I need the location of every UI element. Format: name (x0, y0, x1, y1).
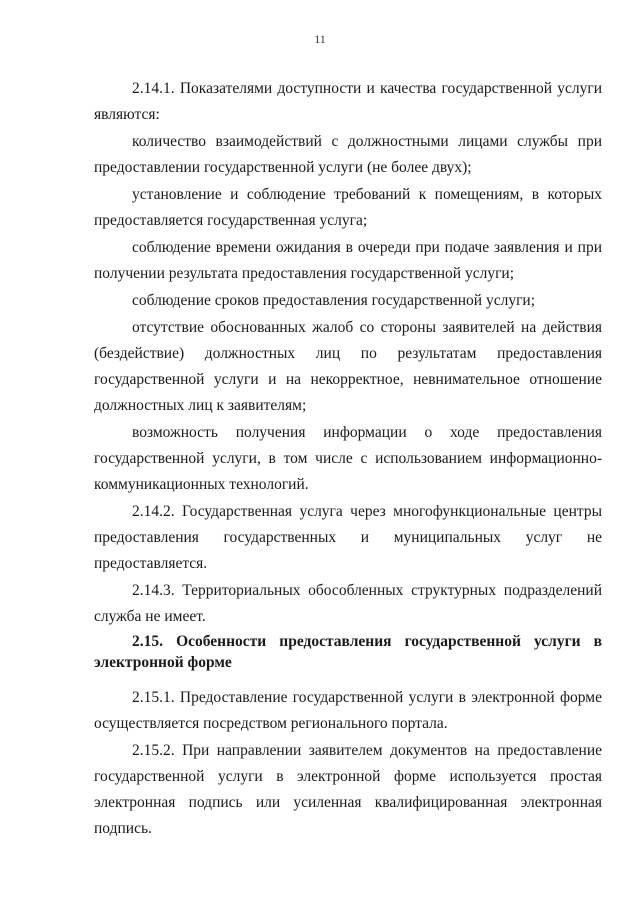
paragraph-2-14-2: 2.14.2. Государственная услуга через многофункциональные центры предоставления государственных и муниципальных услуг не предоставляется. (94, 503, 602, 572)
paragraph-information-access: возможность получения информации о ходе предоставления государственной услуги, в том числе с использованием информационно-коммуникационных технологий. (94, 424, 602, 493)
paragraph-premises-requirements: установление и соблюдение требований к помещениям, в которых предоставляется государственная услуга; (94, 186, 602, 229)
paragraph-2-15-1: 2.15.1. Предоставление государственной услуги в электронной форме осуществляется посредством регионального портала. (94, 689, 602, 732)
page-number: 11 (314, 32, 326, 46)
paragraph-2-14-3: 2.14.3. Территориальных обособленных структурных подразделений служба не имеет. (94, 582, 602, 625)
paragraph-2-14-1: 2.14.1. Показателями доступности и качества государственной услуги являются: (94, 80, 602, 123)
paragraph-waiting-time: соблюдение времени ожидания в очереди при подаче заявления и при получении результата предоставления государственной услуги; (94, 239, 602, 282)
section-heading-2-15: 2.15. Особенности предоставления государственной услуги в электронной форме (94, 633, 602, 671)
paragraph-2-15-2: 2.15.2. При направлении заявителем документов на предоставление государственной услуги в электронной форме используется простая электронная подпись или усиленная квалифицированная электронная подпись. (94, 742, 602, 837)
paragraph-no-complaints: отсутствие обоснованных жалоб со стороны заявителей на действия (бездействие) должностных лиц по результатам предоставления государственной услуги и на некорректное, невнимательное отношение должностных лиц к заявителям; (94, 319, 602, 414)
paragraph-interactions-count: количество взаимодействий с должностными лицами службы при предоставлении государственной услуги (не более двух); (94, 133, 602, 176)
paragraph-deadlines: соблюдение сроков предоставления государственной услуги; (132, 292, 536, 309)
document-body (94, 76, 602, 842)
